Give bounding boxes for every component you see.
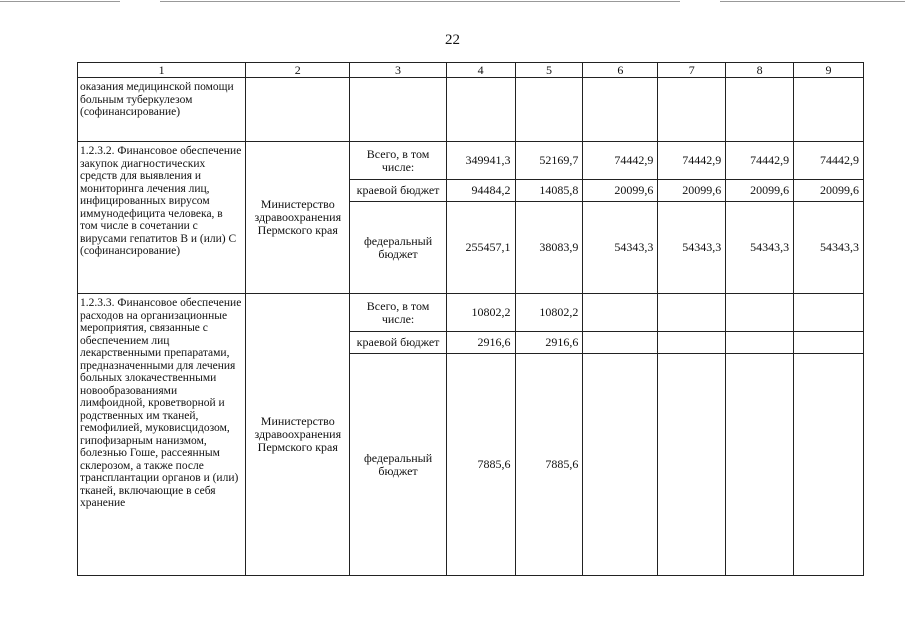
column-number: 6 bbox=[583, 63, 658, 78]
column-numbers-row bbox=[78, 63, 864, 78]
table-row bbox=[78, 78, 864, 142]
value-cell bbox=[794, 354, 864, 576]
value-cell: 10802,2 bbox=[515, 294, 583, 332]
column-number: 9 bbox=[794, 63, 864, 78]
budget-table bbox=[77, 62, 864, 576]
executor-cell: Министерство здравоохранения Пермского края bbox=[246, 142, 350, 294]
column-number: 1 bbox=[78, 63, 246, 78]
value-cell bbox=[726, 332, 794, 354]
column-number: 7 bbox=[658, 63, 726, 78]
value-cell bbox=[794, 78, 864, 142]
value-cell: 54343,3 bbox=[726, 202, 794, 294]
value-cell bbox=[726, 294, 794, 332]
funding-source: краевой бюджет bbox=[350, 332, 446, 354]
value-cell: 2916,6 bbox=[446, 332, 515, 354]
column-number: 5 bbox=[515, 63, 583, 78]
funding-source: Всего, в том числе: bbox=[350, 142, 446, 180]
value-cell bbox=[583, 332, 658, 354]
value-cell bbox=[726, 78, 794, 142]
value-cell: 7885,6 bbox=[446, 354, 515, 576]
value-cell: 7885,6 bbox=[515, 354, 583, 576]
table-row bbox=[78, 142, 864, 180]
value-cell: 52169,7 bbox=[515, 142, 583, 180]
value-cell bbox=[658, 78, 726, 142]
table-row bbox=[78, 294, 864, 332]
value-cell: 54343,3 bbox=[583, 202, 658, 294]
source-cell bbox=[350, 78, 446, 142]
value-cell: 255457,1 bbox=[446, 202, 515, 294]
value-cell: 54343,3 bbox=[658, 202, 726, 294]
value-cell: 54343,3 bbox=[794, 202, 864, 294]
value-cell: 2916,6 bbox=[515, 332, 583, 354]
value-cell bbox=[446, 78, 515, 142]
measure-description: оказания медицинской помощи больным туберкулезом (софинансирование) bbox=[78, 78, 246, 142]
value-cell: 349941,3 bbox=[446, 142, 515, 180]
value-cell bbox=[658, 294, 726, 332]
value-cell: 74442,9 bbox=[658, 142, 726, 180]
executor-cell: Министерство здравоохранения Пермского края bbox=[246, 294, 350, 576]
value-cell bbox=[658, 332, 726, 354]
value-cell: 20099,6 bbox=[794, 180, 864, 202]
column-number: 8 bbox=[726, 63, 794, 78]
executor-cell bbox=[246, 78, 350, 142]
funding-source: краевой бюджет bbox=[350, 180, 446, 202]
value-cell: 20099,6 bbox=[726, 180, 794, 202]
value-cell bbox=[583, 294, 658, 332]
value-cell: 38083,9 bbox=[515, 202, 583, 294]
value-cell: 74442,9 bbox=[583, 142, 658, 180]
column-number: 4 bbox=[446, 63, 515, 78]
value-cell bbox=[658, 354, 726, 576]
measure-description: 1.2.3.3. Финансовое обеспечение расходов на организационные мероприятия, связанные с обеспечением лиц лекарственными препаратами, предназначенными для лечения больных злокачественными новообразованиями лимфоидной, кроветворной и родственных им тканей, гемофилией, муковисцидозом, гипофизарным нанизмом, болезнью Гоше, рассеянным склерозом, а также после трансплантации органов и (или) тканей, включающие в себя хранение bbox=[78, 294, 246, 576]
funding-source: Всего, в том числе: bbox=[350, 294, 446, 332]
value-cell bbox=[515, 78, 583, 142]
value-cell: 20099,6 bbox=[658, 180, 726, 202]
value-cell bbox=[583, 354, 658, 576]
value-cell bbox=[794, 332, 864, 354]
value-cell: 94484,2 bbox=[446, 180, 515, 202]
page-number: 22 bbox=[445, 32, 460, 48]
funding-source: федеральный бюджет bbox=[350, 354, 446, 576]
value-cell bbox=[583, 78, 658, 142]
value-cell: 14085,8 bbox=[515, 180, 583, 202]
value-cell: 20099,6 bbox=[583, 180, 658, 202]
funding-source: федеральный бюджет bbox=[350, 202, 446, 294]
value-cell bbox=[794, 294, 864, 332]
column-number: 2 bbox=[246, 63, 350, 78]
value-cell: 74442,9 bbox=[794, 142, 864, 180]
value-cell: 10802,2 bbox=[446, 294, 515, 332]
measure-description: 1.2.3.2. Финансовое обеспечение закупок диагностических средств для выявления и мониторинга лечения лиц, инфицированных вирусом иммунодефицита человека, в том числе в сочетании с вирусами гепатитов B и (или) C (софинансирование) bbox=[78, 142, 246, 294]
column-number: 3 bbox=[350, 63, 446, 78]
value-cell bbox=[726, 354, 794, 576]
scan-edge-lines bbox=[0, 0, 905, 3]
value-cell: 74442,9 bbox=[726, 142, 794, 180]
